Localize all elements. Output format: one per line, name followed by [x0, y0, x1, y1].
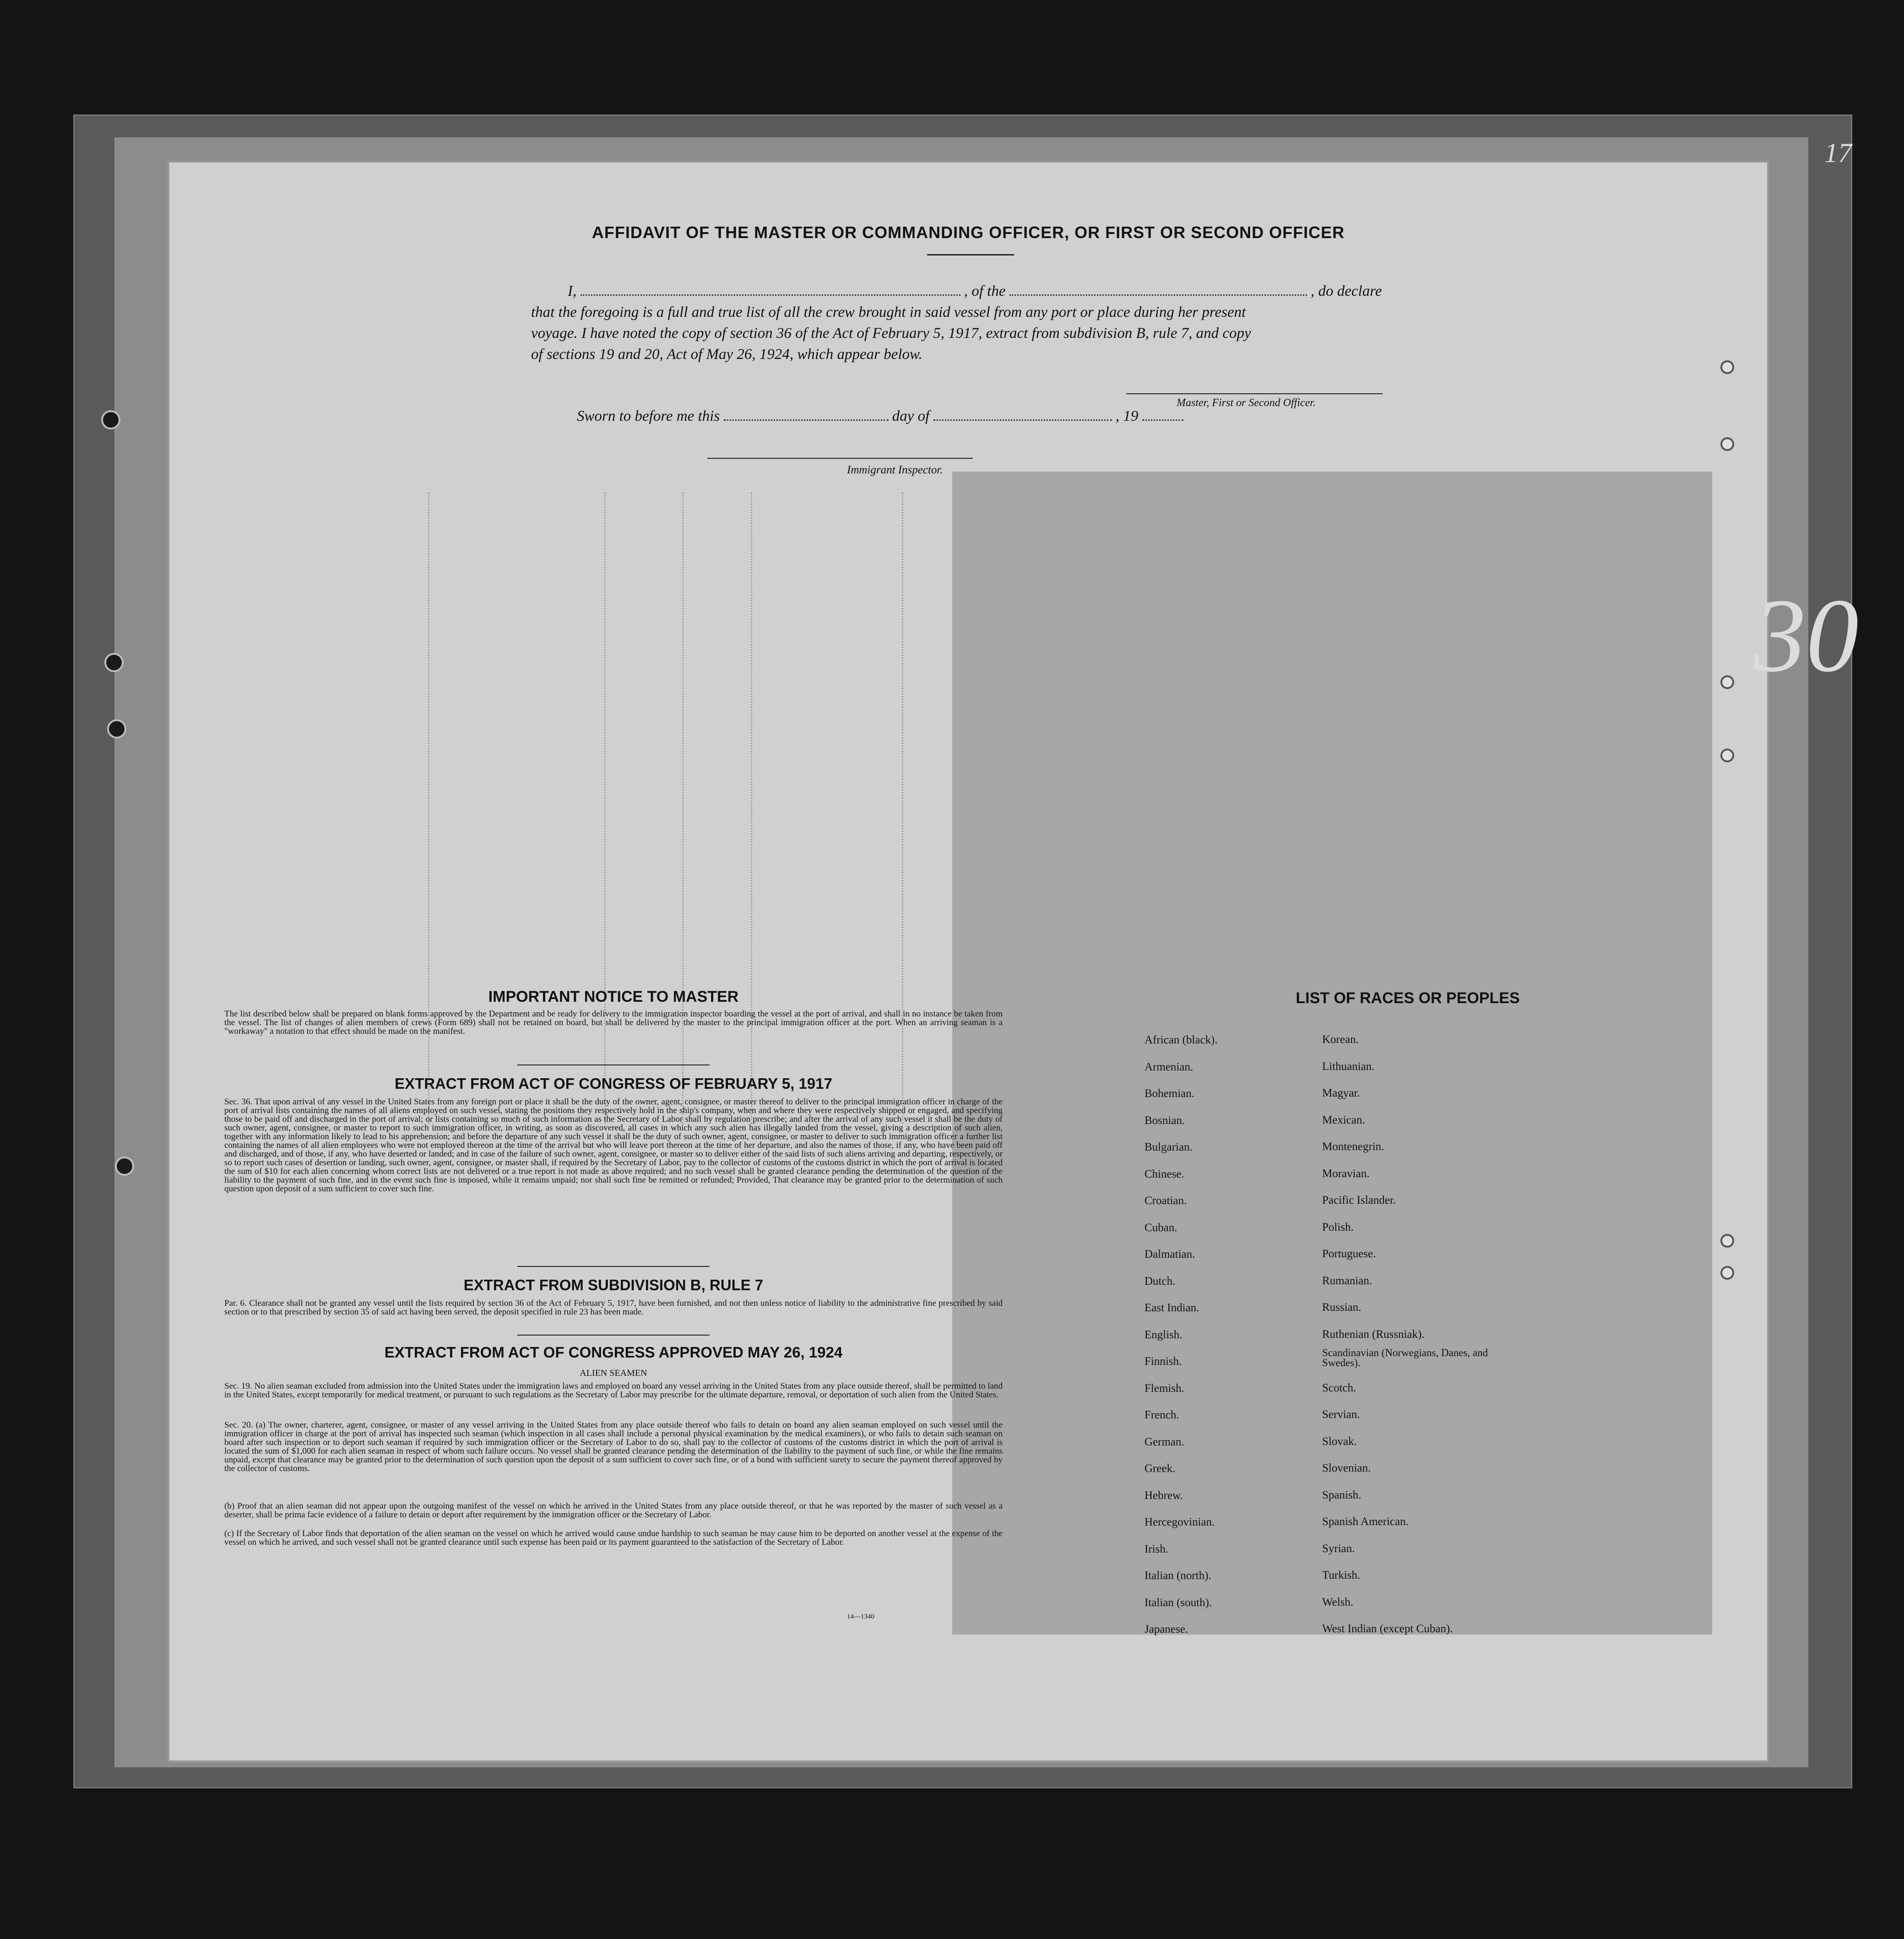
page-hole [1720, 1234, 1734, 1248]
section-rule [517, 1335, 710, 1336]
page-hole [1720, 1266, 1734, 1280]
race-item: Bohemian. [1145, 1087, 1195, 1100]
sworn-year-field[interactable] [1142, 407, 1183, 421]
race-item: Finnish. [1145, 1355, 1182, 1368]
race-item: Slovak. [1322, 1435, 1357, 1448]
extract-rule7-text: Par. 6. Clearance shall not be granted any vessel until the lists required by section 36 of the Act of February 5, 1917, have been furnished, and not then unless notice of liability to the administrative fine prescribed by said section or to that prescribed by section 35 of said act having been served, the deposit specified in rule 23 has been made. [224, 1298, 1003, 1317]
race-item: Ruthenian (Russniak). [1322, 1328, 1425, 1341]
race-item: Spanish. [1322, 1488, 1362, 1501]
i-label: I, [568, 283, 577, 299]
race-item: Mexican. [1322, 1113, 1365, 1126]
race-item: Slovenian. [1322, 1462, 1371, 1474]
race-item: Montenegrin. [1322, 1141, 1384, 1153]
binder-hole [117, 1158, 132, 1174]
race-item: Bosnian. [1145, 1114, 1185, 1127]
title-rule [927, 254, 1014, 255]
binder-hole [106, 655, 122, 670]
race-item: Scandinavian (Norwegians, Danes, and Swedes). [1322, 1347, 1488, 1369]
race-item: Italian (south). [1145, 1596, 1212, 1609]
race-item: Dalmatian. [1145, 1248, 1195, 1260]
race-item: Armenian. [1145, 1060, 1193, 1073]
race-item: Moravian. [1322, 1167, 1370, 1180]
underlying-sheet [952, 472, 1712, 1635]
page-hole [1720, 675, 1734, 689]
race-item: Irish. [1145, 1543, 1169, 1555]
race-item: Portuguese. [1322, 1248, 1376, 1260]
race-item: Servian. [1322, 1408, 1360, 1421]
race-item: Chinese. [1145, 1168, 1184, 1180]
binder-hole [103, 412, 119, 428]
race-item: Japanese. [1145, 1623, 1188, 1635]
of-the-label: , of the [964, 283, 1006, 299]
inspector-signature-line[interactable] [707, 458, 973, 459]
section-rule [517, 1266, 710, 1267]
race-item: Cuban. [1145, 1221, 1177, 1234]
signature-label: Master, First or Second Officer. [1177, 397, 1316, 409]
race-item: Lithuanian. [1322, 1060, 1375, 1073]
extract-1924-title: EXTRACT FROM ACT OF CONGRESS APPROVED MAY 26, 1924 [384, 1344, 843, 1361]
race-item: Syrian. [1322, 1542, 1355, 1555]
alien-seamen-subtitle: ALIEN SEAMEN [580, 1368, 647, 1378]
race-item: Dutch. [1145, 1275, 1176, 1287]
year-label: , 19 [1115, 408, 1139, 424]
section-20b-text: (b) Proof that an alien seaman did not appear upon the outgoing manifest of the vessel on which he arrived in the United States from any place outside thereof, or that he was reported by the master of such vessel as a deserter, shall be prima facie evidence of a failure to detain or deport after requirement by the immigration officer or the Secretary of Labor. [224, 1501, 1003, 1520]
handwritten-corner-mark: 17 [1824, 138, 1852, 168]
race-item: Turkish. [1322, 1569, 1361, 1581]
affidavit-body [531, 281, 1593, 365]
sworn-label: Sworn to before me this [577, 408, 720, 424]
notice-title: IMPORTANT NOTICE TO MASTER [488, 988, 739, 1005]
binder-hole [109, 721, 125, 737]
sworn-line [577, 407, 1183, 425]
form-number: 14—1340 [847, 1613, 874, 1620]
body-line: of sections 19 and 20, Act of May 26, 1924, which appear below. [531, 346, 922, 363]
sworn-day-field[interactable] [724, 407, 889, 421]
handwritten-side-mark: 30 [1753, 577, 1859, 694]
page-hole [1720, 360, 1734, 374]
race-item: Spanish American. [1322, 1515, 1409, 1528]
body-line: that the foregoing is a full and true list of all the crew brought in said vessel from any port or place during her present [531, 304, 1246, 320]
race-item: Flemish. [1145, 1382, 1184, 1395]
extract-1917-title: EXTRACT FROM ACT OF CONGRESS OF FEBRUARY 5, 1917 [395, 1075, 832, 1092]
race-item: East Indian. [1145, 1302, 1199, 1314]
name-field[interactable] [580, 282, 960, 296]
race-item: Bulgarian. [1145, 1141, 1193, 1153]
race-item: Russian. [1322, 1301, 1362, 1314]
section-20a-text: Sec. 20. (a) The owner, charterer, agent, consignee, or master of any vessel arriving in the United States from any place outside thereof who fails to detain on board any alien seaman employed on such vessel until the immigration officer in charge at the port of arrival has inspected such seaman (which inspection in all cases shall include a personal physical examination by the medical examiners), or who fails to detain such seaman on board after such inspection or to deport such seaman if required by such immigration officer or the Secretary of Labor to do so, shall pay to the collector of customs of the customs district in which the port of arrival is located the sum of $1,000 for each alien seaman in respect of whom such failure occurs. No vessel shall be granted clearance pending the determination of the liability to the payment of such fine, or while the fine remains unpaid, except that clearance may be granted prior to the determination of such question upon the deposit of a sum sufficient to cover such fine, or of a bond with sufficient surety to secure the payment thereof approved by the collector of customs. [224, 1420, 1003, 1473]
affidavit-page [169, 163, 1767, 1760]
section-19-text: Sec. 19. No alien seaman excluded from admission into the United States under the immigration laws and employed on board any vessel arriving in the United States from any place outside thereof, shall be permitted to land in the United States, except temporarily for medical treatment, or pursuant to such regulations as the Secretary of Labor may prescribe for the ultimate departure, removal, or deportation of such alien from the United States. [224, 1381, 1003, 1400]
race-item: Greek. [1145, 1462, 1176, 1475]
extract-1917-text: Sec. 36. That upon arrival of any vessel in the United States from any foreign port or place it shall be the duty of the owner, agent, consignee, or master thereof to deliver to the principal immigration officer in charge of the port of arrival lists containing the names of all aliens employed on such vessel, stating the positions they respectively hold in the ship's company, when and where they were respectively shipped or engaged, and specifying those to be paid off and discharged in the port of arrival; or lists containing so much of such information as the Secretary of Labor shall by regulation prescribe; and after the arrival of any such vessel it shall be the duty of such owner, agent, consignee, or master to report to such immigration officer, in writing, as soon as discovered, all cases in which any such alien has illegally landed from the vessel, giving a description of such alien, together with any information likely to lead to his apprehension; and before the departure of any such vessel it shall be the duty of such owner, agent, consignee, or master to deliver to such immigration officer a further list containing the names of all alien employees who were not employed thereon at the time of the arrival but who will leave port thereon at the time of her departure, and also the names of those, if any, who have been paid off and discharged, and of those, if any, who have deserted or landed; and in case of the failure of such owner, agent, consignee, or master so to deliver either of the said lists of such aliens arriving and departing, respectively, or so to report such cases of desertion or landing, such owner, agent, consignee, or master shall, if required by the Secretary of Labor, pay to the collector of customs of the customs district in which the port of arrival is located the sum of $10 for each alien concerning whom correct lists are not delivered or a true report is not made as above required; and no such vessel shall be granted clearance pending the determination of the question of the liability to the payment of such fine, and in the event such fine is imposed, while it remains unpaid; nor shall such fine be remitted or refunded; Provided, That clearance may be granted prior to the determination of such question upon deposit of a sum sufficient to cover such fine. [224, 1097, 1003, 1194]
sworn-month-field[interactable] [933, 407, 1112, 421]
race-item: Polish. [1322, 1221, 1354, 1233]
race-item: French. [1145, 1409, 1179, 1421]
page-hole [1720, 437, 1734, 451]
race-item: Magyar. [1322, 1087, 1360, 1099]
vessel-field[interactable] [1009, 282, 1307, 296]
race-item: Italian (north). [1145, 1570, 1211, 1582]
race-item: African (black). [1145, 1034, 1218, 1046]
race-item: Scotch. [1322, 1381, 1356, 1394]
race-item: Welsh. [1322, 1596, 1354, 1608]
section-20c-text: (c) If the Secretary of Labor finds that deportation of the alien seaman on the vessel on which he arrived would cause undue hardship to such seaman he may cause him to be deported on another vessel at the expense of the vessel on which he arrived, and such vessel shall not be granted clearance until such expense has been paid or its payment guaranteed to the satisfaction of the Secretary of Labor. [224, 1529, 1003, 1547]
race-item: Korean. [1322, 1033, 1359, 1046]
extract-rule7-title: EXTRACT FROM SUBDIVISION B, RULE 7 [463, 1276, 764, 1293]
race-item: Pacific Islander. [1322, 1194, 1396, 1206]
do-declare-label: , do declare [1310, 283, 1382, 299]
race-item: Croatian. [1145, 1195, 1187, 1207]
race-item: Hercegovinian. [1145, 1516, 1215, 1528]
notice-text: The list described below shall be prepared on blank forms approved by the Department and be ready for delivery to the immigration inspector boarding the vessel at the port of arrival, and shall in no instance be taken from the vessel. The list of changes of alien members of crews (Form 689) shall not be retained on board, but shall be delivered by the master to the principal immigration officer at the port. When an arriving seaman is a "workaway" a notation to that effect should be made on the manifest. [224, 1009, 1003, 1036]
race-item: English. [1145, 1328, 1183, 1341]
races-title: LIST OF RACES OR PEOPLES [1296, 989, 1520, 1007]
body-line: voyage. I have noted the copy of section 36 of the Act of February 5, 1917, extract from subdivision B, rule 7, and copy [531, 325, 1251, 342]
day-of-label: day of [892, 408, 930, 424]
race-item: Hebrew. [1145, 1489, 1183, 1502]
page-hole [1720, 749, 1734, 762]
affidavit-title: AFFIDAVIT OF THE MASTER OR COMMANDING OFFICER, OR FIRST OR SECOND OFFICER [591, 223, 1345, 242]
signature-line[interactable] [1126, 393, 1383, 394]
race-item: West Indian (except Cuban). [1322, 1623, 1453, 1635]
race-item: Rumanian. [1322, 1274, 1372, 1287]
race-item: German. [1145, 1435, 1184, 1448]
inspector-label: Immigrant Inspector. [847, 464, 943, 476]
